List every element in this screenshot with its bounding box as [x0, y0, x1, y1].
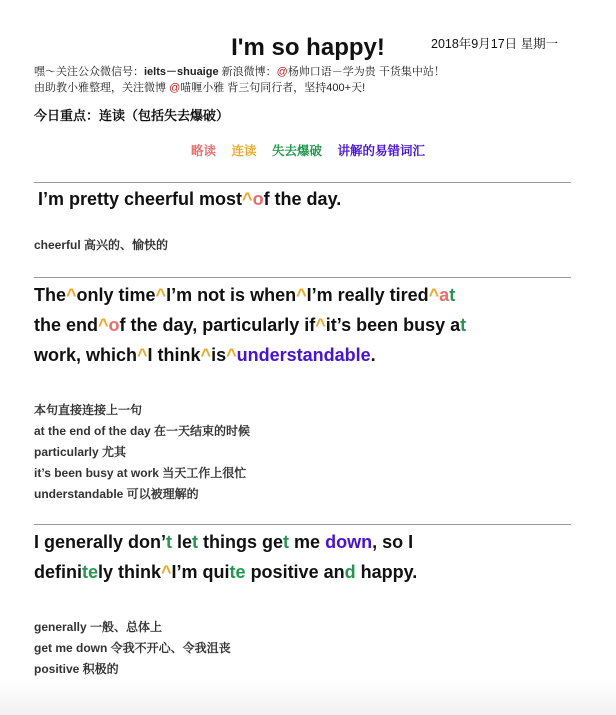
- s3-seg: defini: [34, 562, 82, 582]
- lose-plosion-mark: te: [229, 562, 246, 582]
- lose-plosion-mark: d: [344, 562, 356, 582]
- date-label: 2018年9月17日 星期一: [431, 37, 559, 51]
- legend-lose-plosion: 失去爆破: [271, 144, 322, 158]
- intro-weibo-label: 新浪微博：: [218, 66, 277, 78]
- notes-1: [34, 235, 168, 256]
- lose-plosion-mark: t: [449, 285, 456, 305]
- s2-seg: I’m really tired: [306, 285, 429, 305]
- link-mark: ^: [155, 285, 167, 305]
- note-line: 本句直接连接上一句: [34, 403, 143, 417]
- note-line: positive 积极的: [34, 662, 119, 676]
- s2-seg: the end: [34, 315, 99, 335]
- intro-line-1: [34, 65, 445, 81]
- legend-vocab: 讲解的易错词汇: [337, 144, 425, 158]
- s2-line-1: [34, 280, 574, 310]
- link-mark: ^: [226, 345, 237, 365]
- link-mark: ^: [296, 285, 307, 305]
- s2-seg: f the day, particularly if: [119, 315, 316, 335]
- link-mark: ^: [98, 315, 109, 335]
- s1-text: I’m pretty cheerful most: [38, 189, 243, 209]
- sentence-1: [38, 184, 578, 214]
- lose-plosion-mark: te: [82, 562, 99, 582]
- s1-text-end: f the day.: [263, 189, 342, 209]
- s2-seg: is: [211, 345, 227, 365]
- s3-line-1: [34, 527, 574, 557]
- intro-line-2: [34, 81, 445, 97]
- s2-seg: it’s been busy a: [325, 315, 461, 335]
- s3-seg: positive an: [245, 562, 345, 582]
- skim-mark: o: [108, 315, 120, 335]
- focus-heading: 今日重点：连读（包括失去爆破）: [34, 108, 230, 123]
- s2-line-3: [34, 340, 574, 370]
- divider-3: [34, 524, 571, 525]
- lose-plosion-mark: t: [460, 315, 467, 335]
- link-mark: ^: [242, 189, 253, 209]
- notes-3: [34, 617, 231, 680]
- skim-mark: a: [439, 285, 450, 305]
- s2-line-2: [34, 310, 574, 340]
- s2-seg: I’m not is when: [166, 285, 297, 305]
- link-mark: ^: [66, 285, 77, 305]
- at-sign: @: [276, 66, 288, 78]
- note-line: get me down 令我不开心、令我沮丧: [34, 641, 231, 655]
- link-mark: ^: [161, 562, 172, 582]
- link-mark: ^: [428, 285, 440, 305]
- skim-mark: o: [252, 189, 264, 209]
- s2-seg: The: [34, 285, 67, 305]
- link-mark: ^: [137, 345, 148, 365]
- lose-plosion-mark: t: [192, 532, 199, 552]
- note-line: it’s been busy at work 当天工作上很忙: [34, 466, 247, 480]
- note-line: particularly 尤其: [34, 445, 127, 459]
- note-line: cheerful 高兴的、愉快的: [34, 238, 169, 252]
- s3-seg: happy.: [355, 562, 418, 582]
- intro-credit: 由助教小雅整理，关注微博: [34, 81, 170, 94]
- s3-seg: I’m qui: [171, 562, 230, 582]
- sentence-3: [34, 527, 574, 587]
- s3-seg: ly think: [98, 562, 162, 582]
- page-bottom-shade: [0, 680, 616, 715]
- intro-prefix: 嘿～关注公众微信号：: [34, 66, 144, 78]
- color-legend: [0, 141, 616, 159]
- divider-2: [34, 277, 571, 278]
- s3-seg: le: [172, 532, 193, 552]
- note-line: generally 一般、总体上: [34, 620, 163, 634]
- intro-credit-end: 喵喱小雅 背三句同行者，坚持400+天!: [180, 81, 366, 94]
- legend-link: 连读: [231, 144, 257, 158]
- note-line: understandable 可以被理解的: [34, 487, 199, 501]
- vocab-word: down: [325, 532, 373, 552]
- note-line: at the end of the day 在一天结束的时候: [34, 424, 251, 438]
- lose-plosion-mark: t: [166, 532, 173, 552]
- s2-seg: only time: [76, 285, 156, 305]
- intro-text: [34, 65, 445, 96]
- vocab-word: understandable: [236, 345, 371, 365]
- notes-2: [34, 400, 250, 505]
- s2-seg: work, which: [34, 345, 138, 365]
- sentence-2: [34, 280, 574, 370]
- legend-skim: 略读: [190, 144, 216, 158]
- s3-seg: I generally don’: [34, 532, 167, 552]
- link-mark: ^: [315, 315, 326, 335]
- link-mark: ^: [200, 345, 212, 365]
- weibo-name: 杨帅口语－学为贵 干货集中站！: [287, 66, 445, 78]
- lose-plosion-mark: t: [283, 532, 290, 552]
- s2-seg: .: [370, 345, 376, 365]
- s3-seg: me: [289, 532, 326, 552]
- s2-seg: I think: [147, 345, 201, 365]
- s3-line-2: [34, 557, 574, 587]
- wechat-id: ielts－shuaige: [144, 66, 219, 78]
- at-sign-2: @: [169, 81, 181, 94]
- page-title: I'm so happy!: [231, 34, 385, 61]
- divider-1: [34, 182, 571, 183]
- s3-seg: things ge: [198, 532, 284, 552]
- s3-seg: , so I: [372, 532, 414, 552]
